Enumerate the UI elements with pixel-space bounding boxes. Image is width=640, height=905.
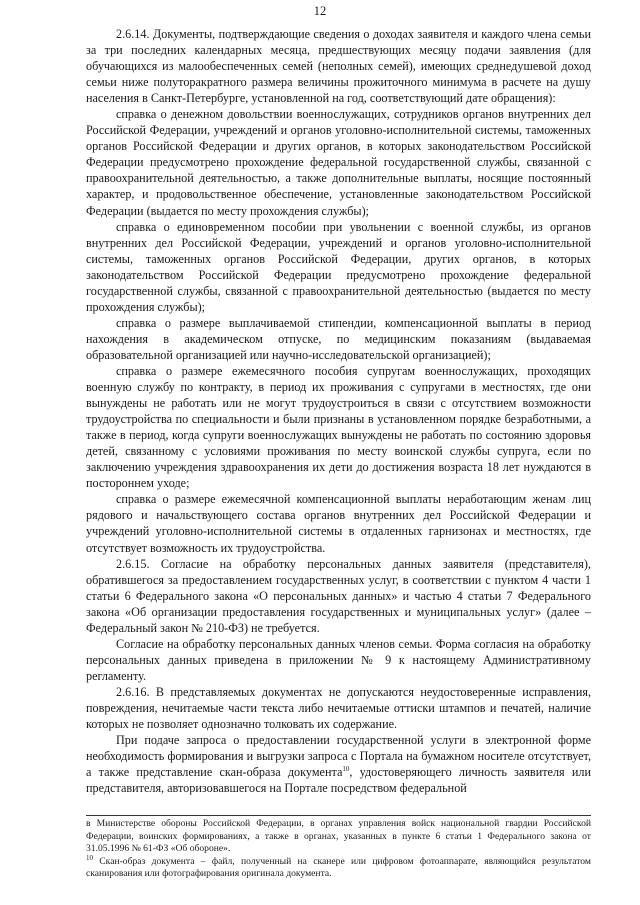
paragraph-2-6-14: 2.6.14. Документы, подтверждающие сведения о доходах заявителя и каждого члена семьи за три последних календарных месяца, предшествующих месяцу подачи заявления (для обучающихся из малообеспеченных семей (неполных семей), имеющих среднедушевой доход семьи ниже полуторакратного размера величины прожиточного минимума в расчете на душу населения в Санкт-Петербурге, установленной на год, соответствующий дате обращения): (86, 27, 591, 106)
paragraph-compensation-certificate: справка о размере ежемесячной компенсационной выплаты неработающим женам лиц рядового и начальствующего состава органов внутренних дел Российской Федерации и учреждений уголовно-исполнительной системы в отдаленных гарнизонах и местностях, где отсутствует возможность их трудоустройства. (86, 492, 591, 555)
footnote-10-text: Скан-образ документа – файл, полученный на сканере или цифровом фотоаппарате, являющийся результатом сканирования или фотографирования оригинала документа. (86, 855, 591, 880)
electronic-request-text-end: , удостоверяющего личность заявителя или представителя, авторизовавшегося на Портале посредством федеральной (86, 765, 591, 796)
paragraph-family-consent: Согласие на обработку персональных данных членов семьи. Форма согласия на обработку персональных данных приведена в приложении № 9 к настоящему Административному регламенту. (86, 636, 591, 683)
footnote-continuation: в Министерстве обороны Российской Федерации, в органах управления войск национальной гвардии Российской Федерации, воинских формированиях, а также в органах, указанных в пункте 6 статьи 1 Федерального закона от 31.05.1996 № 61-ФЗ «Об обороне». (86, 818, 591, 855)
footnote-10 (86, 853, 591, 881)
paragraph-2-6-16: 2.6.16. В представляемых документах не допускаются неудостоверенные исправления, повреждения, нечитаемые части текста либо нечитаемые оттиски штампов и печатей, наличие которых не позволяет однозначно толковать их содержание. (86, 684, 591, 732)
paragraph-spouse-allowance-certificate: справка о размере ежемесячного пособия супругам военнослужащих, проходящих военную службу по контракту, в период их проживания с супругами в местностях, где они вынуждены не работать или не могут трудоустроиться в связи с отсутствием возможности трудоустройства по специальности и были признаны в установленном порядке безработными, а также в период, когда супруги военнослужащих вынуждены не работать по состоянию здоровья детей, связанному с условиями проживания по месту воинской службы супруга, если по заключению учреждения здравоохранения их дети до достижения возраста 18 лет нуждаются в постороннем уходе; (86, 363, 591, 491)
footnote-10-mark: 10 (86, 853, 93, 862)
footnotes (86, 818, 591, 881)
document-body (86, 26, 591, 796)
footnote-mark-10: 10 (342, 765, 350, 774)
paragraph-stipend-certificate: справка о размере выплачиваемой стипендии, компенсационной выплаты в период нахождения в академическом отпуске, по медицинским показаниям (выдаваемая образовательной организацией или научно-исследовательской организацией); (86, 315, 591, 362)
electronic-request-text-start: При подаче запроса о предоставлении государственной услуги в электронной форме необходимость формирования и выгрузки запроса с Портала на бумажном носителе отсутствует, а также представление скан-образа документа (86, 733, 591, 780)
page-number: 12 (313, 4, 327, 18)
paragraph-2-6-15: 2.6.15. Согласие на обработку персональных данных заявителя (представителя), обратившегося за предоставлением государственных услуг, в соответствии с пунктом 4 части 1 статьи 6 Федерального закона «О персональных данных» и частью 4 статьи 7 Федерального закона «Об организации предоставления государственных и муниципальных услуг» (далее – Федеральный закон № 210-ФЗ) не требуется. (86, 556, 591, 635)
paragraph-allowance-certificate: справка о денежном довольствии военнослужащих, сотрудников органов внутренних дел Российской Федерации, учреждений и органов уголовно-исполнительной системы, таможенных органов Российской Федерации и других органов, в которых законодательством Российской Федерации предусмотрено прохождение федеральной государственной службы, связанной с правоохранительной деятельностью, а также дополнительные выплаты, носящие постоянный характер, и продовольственное обеспечение, установленные законодательством Российской Федерации (выдается по месту прохождения службы); (86, 107, 591, 218)
footnote-divider (86, 815, 591, 816)
paragraph-lump-sum-certificate: справка о единовременном пособии при увольнении с военной службы, из органов внутренних дел Российской Федерации, учреждений и органов уголовно-исполнительной системы, таможенных органов Российской Федерации, других органов, в которых законодательством Российской Федерации предусмотрено прохождение федеральной государственной службы, связанной с правоохранительной деятельностью (выдается по месту прохождения службы); (86, 219, 591, 314)
paragraph-electronic-request (86, 732, 591, 796)
